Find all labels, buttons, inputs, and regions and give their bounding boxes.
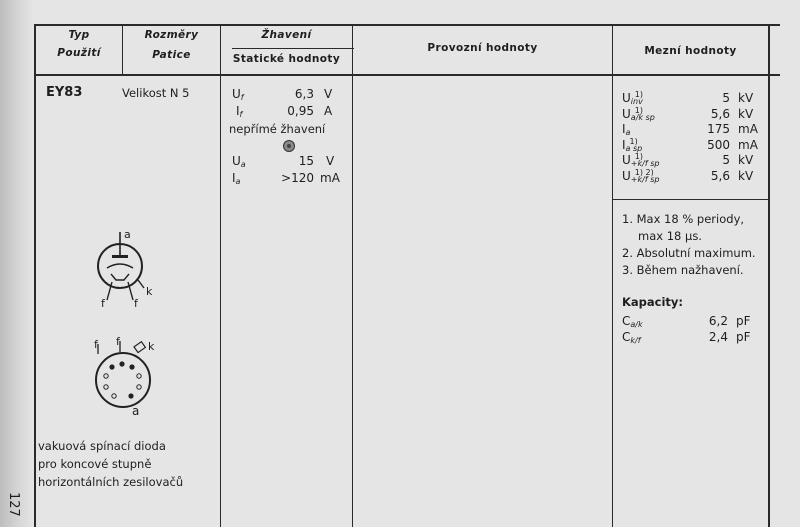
limits-row-value: 500 [707, 137, 730, 152]
zhaveni-underline [232, 48, 354, 49]
header-pouziti: Použití [57, 47, 101, 59]
header-patice: Patice [152, 49, 191, 61]
page-number: 127 [6, 492, 21, 517]
divider-provozni-mezni [612, 24, 613, 527]
divider-rozmery-zhaveni [220, 24, 221, 527]
limits-row-value: 5,6 [710, 168, 730, 183]
limits-row-value: 5 [722, 153, 730, 167]
capacity-row-unit: pF [736, 314, 751, 328]
capacity-row-label: C k/f [622, 330, 641, 345]
heating-note: nepřímé žhavení [229, 122, 326, 136]
limits-row [622, 107, 758, 122]
limits-row-value: 5 [722, 91, 730, 105]
limits-row-unit: kV [738, 168, 754, 183]
limits-row [622, 122, 758, 137]
socket-label-a: a [132, 404, 140, 418]
socket-label-k: k [148, 340, 155, 353]
symbol-label-k: k [146, 285, 153, 298]
limits-row-label: U +k/f sp 1) 2) [622, 167, 660, 184]
divider-zhaveni-provozni [352, 24, 353, 527]
diode-tube-symbol-icon [80, 226, 166, 312]
capacity-row-value: 2,4 [708, 330, 728, 344]
limits-row-label: U +k/f sp 1) [622, 152, 660, 168]
limits-separator [613, 199, 769, 200]
limits-row-label: I a sp 1) [622, 136, 643, 153]
header-typ: Typ [68, 29, 90, 41]
header-staticke-hodnoty: Statické hodnoty [232, 53, 341, 65]
limits-row-label: U a/k sp 1) [622, 105, 655, 122]
limits-row-label: U inv 1) [622, 90, 644, 106]
capacity-row [622, 314, 758, 329]
symbol-label-f-left: f [101, 297, 105, 310]
header-rozmery: Rozměry [144, 29, 199, 41]
limits-row-unit: mA [738, 137, 758, 152]
header-mezni-hodnoty: Mezní hodnoty [644, 45, 737, 57]
capacity-row-value: 6,2 [708, 314, 728, 328]
header-bottom-rule [34, 74, 780, 76]
tube-description-line-3: horizontálních zesilovačů [38, 475, 184, 489]
capacity-row-label: C a/k [622, 314, 643, 329]
capacity-row-unit: pF [736, 330, 751, 344]
table-right-rule [768, 24, 770, 527]
limits-note-1: 1. Max 18 % periody, [622, 212, 745, 226]
capacity-row [622, 330, 758, 345]
limits-note-3: 3. Během nažhavení. [622, 263, 744, 277]
limits-note-1-cont: max 18 µs. [638, 229, 702, 243]
heating-row-uf: U f 6,3 V [232, 87, 333, 102]
symbol-label-a: a [124, 228, 131, 241]
header-provozni-hodnoty: Provozní hodnoty [427, 42, 538, 54]
tube-description-line-1: vakuová spínací dioda [38, 439, 166, 453]
tube-type: EY83 [46, 85, 83, 100]
limits-row-label: I a [622, 122, 631, 137]
limits-row-unit: mA [738, 122, 758, 136]
limits-row-value: 5,6 [710, 106, 730, 121]
tube-size: Velikost N 5 [122, 86, 190, 100]
static-row-ia: I a >120 mA [232, 171, 340, 186]
heating-row-if: I f 0,95 A [236, 104, 333, 119]
capacities-title: Kapacity: [622, 295, 684, 309]
page-binding-shadow [0, 0, 34, 527]
socket-label-f1: f [94, 338, 98, 351]
table-top-rule [34, 24, 780, 26]
static-row-ua: U a 15 V [232, 154, 335, 169]
limits-note-2: 2. Absolutní maximum. [622, 246, 756, 260]
table-left-rule [34, 24, 36, 527]
indirect-heating-icon [282, 139, 296, 153]
tube-description-line-2: pro koncové stupně [38, 457, 152, 471]
limits-row-value: 175 [707, 122, 730, 136]
header-zhaveni: Žhavení [261, 29, 312, 41]
limits-row [622, 169, 758, 184]
symbol-label-f-right: f [134, 297, 138, 310]
limits-row-unit: kV [738, 153, 754, 167]
socket-label-f2: f [116, 335, 120, 348]
limits-row-unit: kV [738, 91, 754, 105]
limits-row-unit: kV [738, 106, 754, 121]
